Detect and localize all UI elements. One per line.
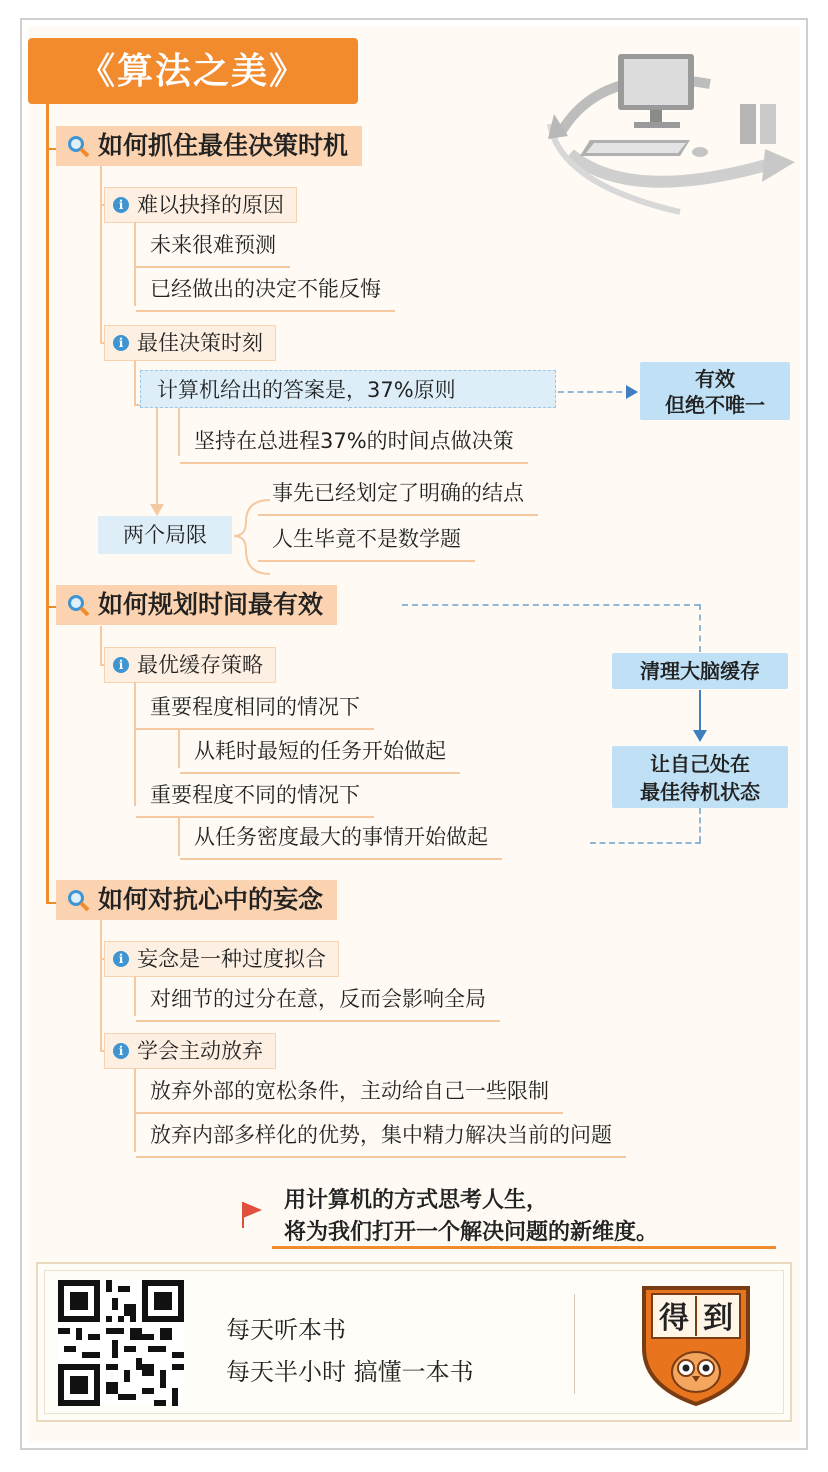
footer-slogan-1: 每天听本书 (226, 1316, 346, 1344)
dedao-logo[interactable] (636, 1278, 756, 1408)
section-title: 如何规划时间最有效 (98, 590, 324, 619)
flow-clear-brain-cache: 清理大脑缓存 (612, 653, 788, 689)
info-icon: i (113, 335, 129, 351)
logo-char-2: 到 (703, 1301, 733, 1336)
sub-delusion-overfitting: i 妄念是一种过度拟合 (104, 941, 339, 977)
leaf-same-importance: 重要程度相同的情况下 (136, 688, 374, 730)
section-decision-timing (56, 126, 362, 166)
leaf-shortest-task-first: 从耗时最短的任务开始做起 (180, 732, 460, 774)
leaf-different-importance: 重要程度不同的情况下 (136, 776, 374, 818)
leaf-predefined-node: 事先已经划定了明确的结点 (258, 474, 538, 516)
footer-slogan-2: 每天半小时 搞懂一本书 (226, 1358, 474, 1386)
section-title: 如何对抗心中的妄念 (98, 885, 324, 914)
flow-best-standby-state: 让自己处在 最佳待机状态 (612, 746, 788, 808)
leaf-irreversible-decision: 已经做出的决定不能反悔 (136, 270, 395, 312)
logo-char-1: 得 (659, 1301, 689, 1336)
sub-hard-choice-reasons: i 难以抉择的原因 (104, 187, 297, 223)
leaf-life-not-math: 人生毕竟不是数学题 (258, 520, 475, 562)
info-icon: i (113, 951, 129, 967)
leaf-highest-density-first: 从任务密度最大的事情开始做起 (180, 818, 502, 860)
section-title: 如何抓住最佳决策时机 (98, 131, 349, 160)
magnifier-icon (66, 888, 90, 912)
arrow-down-icon (693, 730, 707, 742)
section-time-planning (56, 585, 337, 625)
leaf-give-up-internal: 放弃内部多样化的优势，集中精力解决当前的问题 (136, 1116, 626, 1158)
note-effective-not-unique: 有效 但绝不唯一 (640, 362, 790, 420)
answer-37-percent-rule: 计算机给出的答案是，37%原则 (140, 370, 556, 408)
closing-statement: 用计算机的方式思考人生， 将为我们打开一个解决问题的新维度。 (284, 1187, 659, 1245)
arrow-down-icon (150, 504, 164, 516)
qr-code[interactable] (58, 1280, 184, 1406)
info-icon: i (113, 1043, 129, 1059)
computer-illustration (540, 44, 810, 224)
leaf-give-up-external: 放弃外部的宽松条件，主动给自己一些限制 (136, 1072, 563, 1114)
sub-learn-to-give-up: i 学会主动放弃 (104, 1033, 276, 1069)
leaf-37-percent-timepoint: 坚持在总进程37%的时间点做决策 (180, 422, 528, 464)
leaf-unpredictable-future: 未来很难预测 (136, 226, 290, 268)
magnifier-icon (66, 593, 90, 617)
flag-icon (240, 1200, 264, 1230)
closing-underline (272, 1246, 776, 1249)
footer-divider (574, 1294, 575, 1394)
arrow-right-icon (626, 385, 638, 399)
page-title: 《算法之美》 (28, 38, 358, 104)
info-icon: i (113, 657, 129, 673)
two-limits-label: 两个局限 (98, 516, 232, 554)
main-trunk-line (46, 104, 49, 904)
magnifier-icon (66, 134, 90, 158)
leaf-detail-overcare: 对细节的过分在意，反而会影响全局 (136, 980, 500, 1022)
owl-icon (672, 1352, 720, 1392)
info-icon: i (113, 197, 129, 213)
sub-best-decision-moment: i 最佳决策时刻 (104, 325, 276, 361)
section-fight-delusion (56, 880, 337, 920)
sub-optimal-cache-strategy: i 最优缓存策略 (104, 647, 276, 683)
